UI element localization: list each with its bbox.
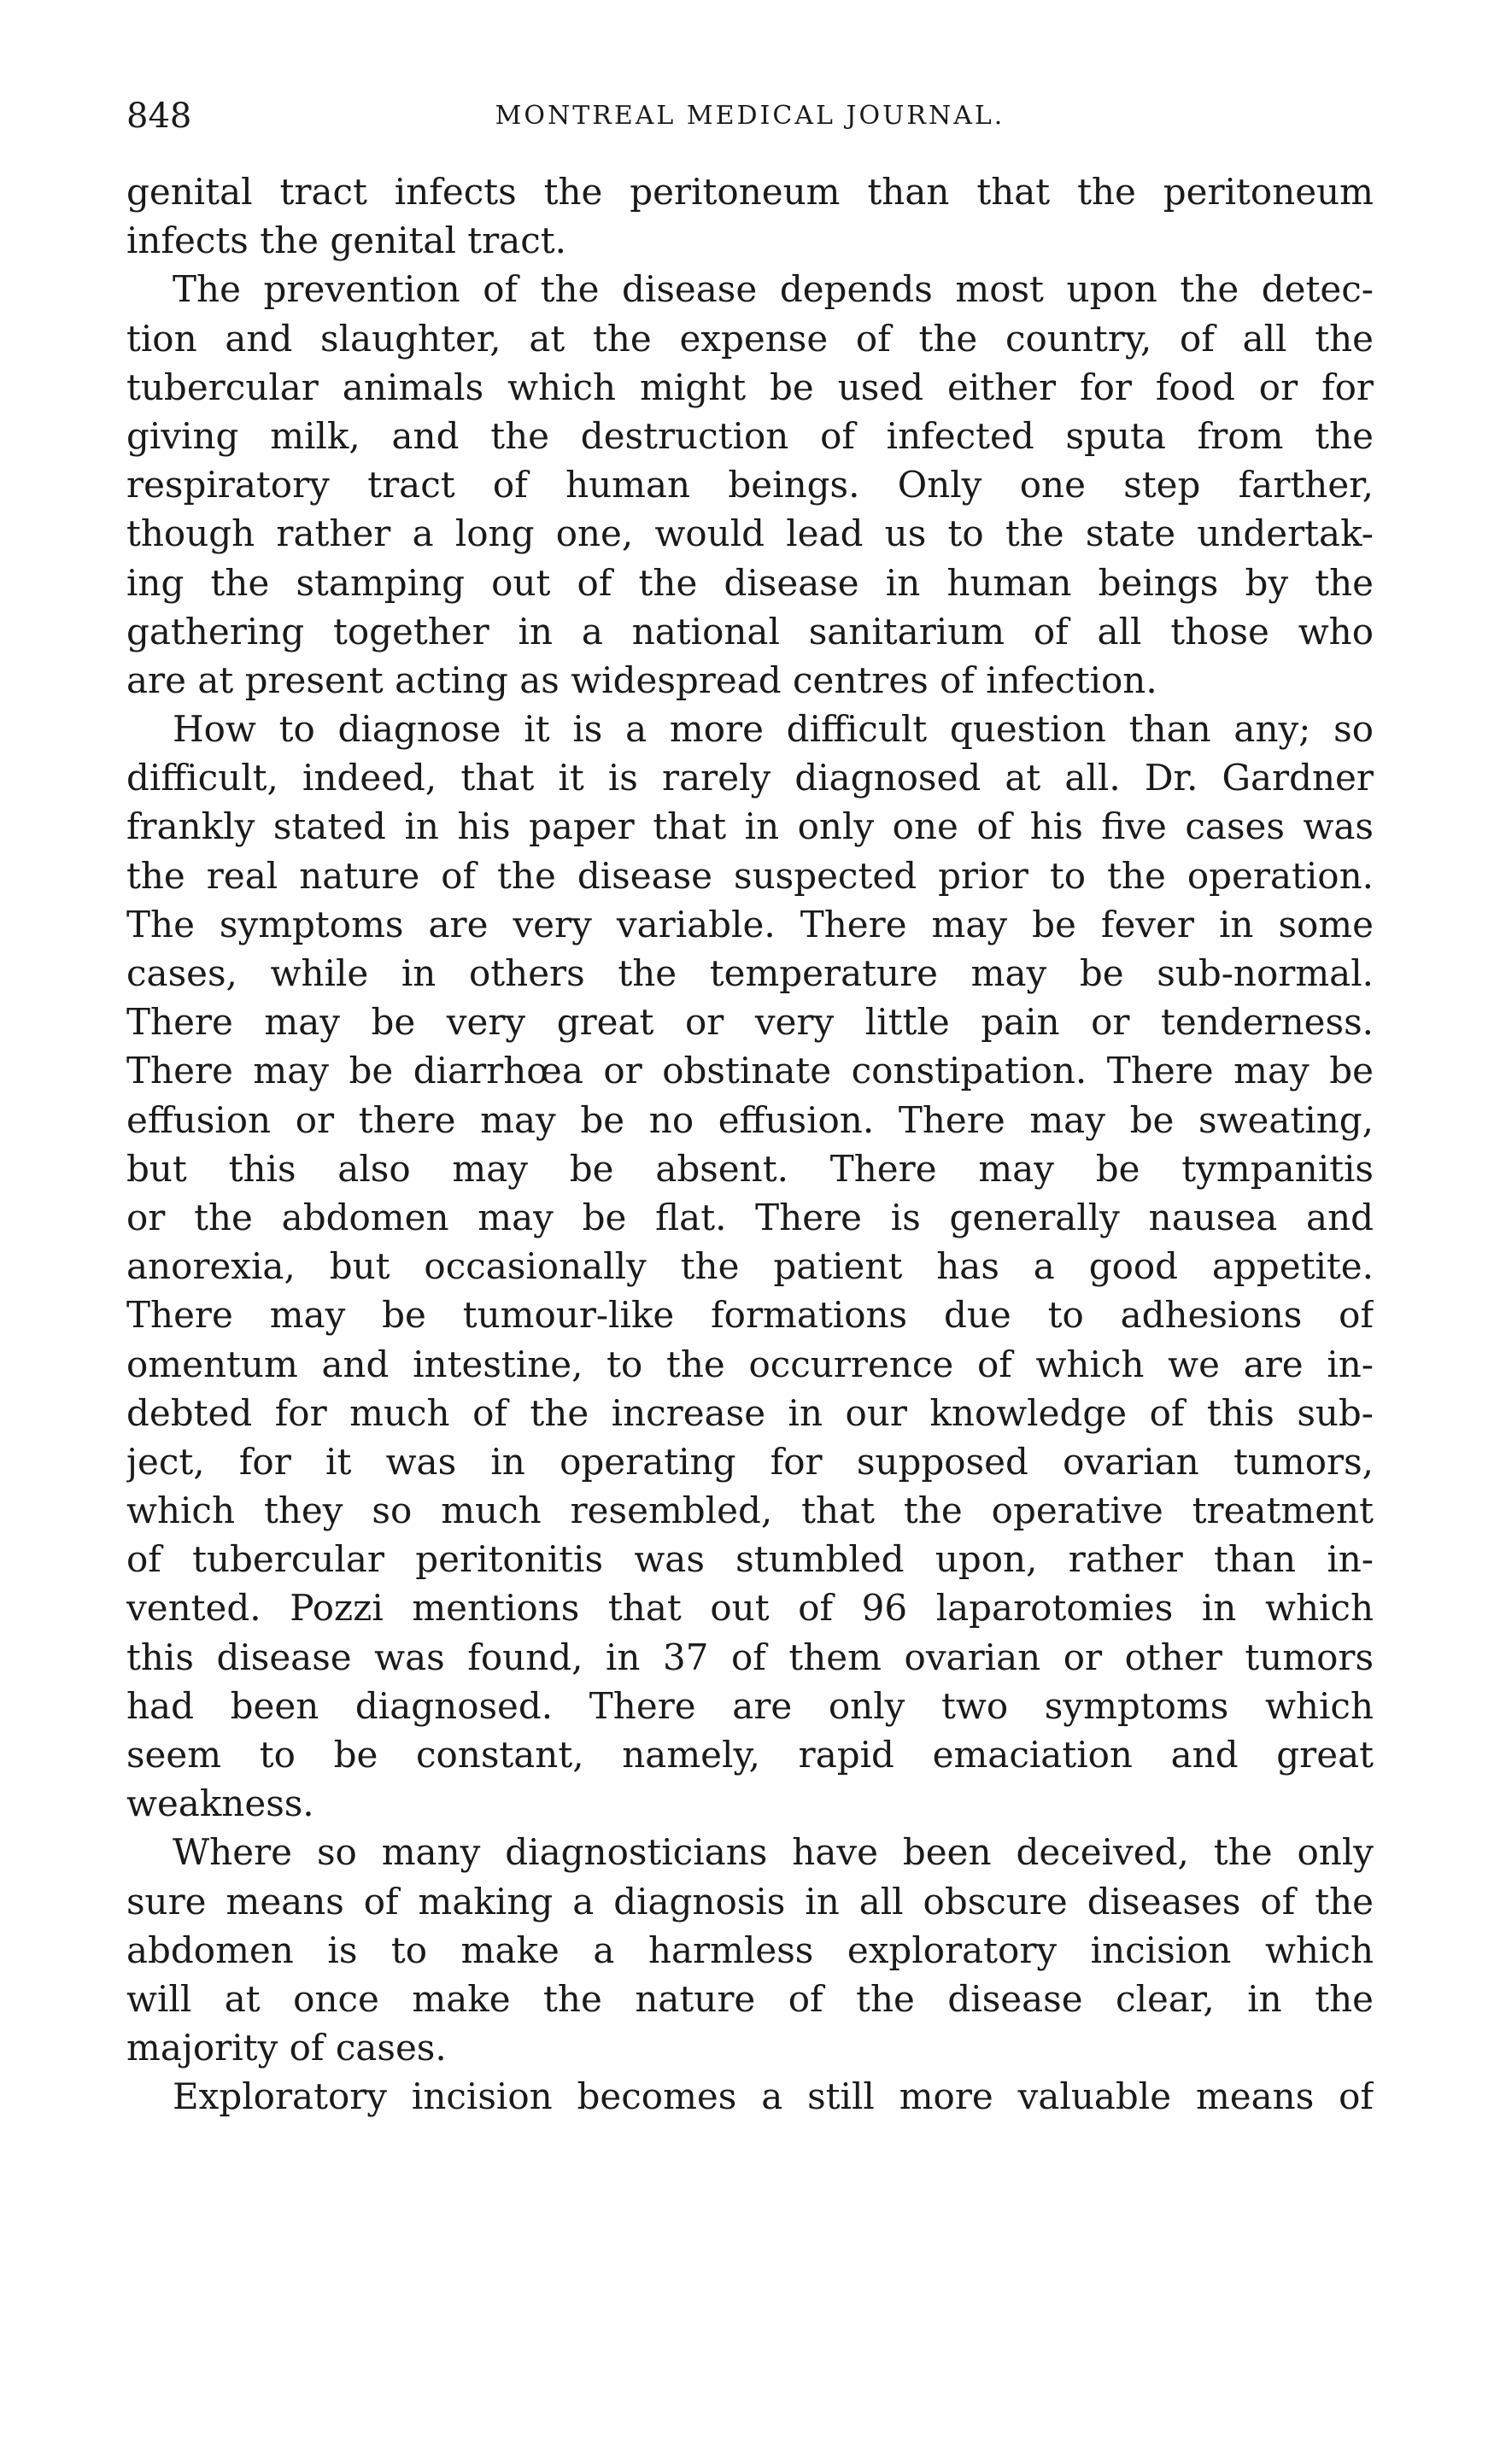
text-line: There may be diarrhœa or obstinate constipation. There may be: [126, 1050, 1374, 1092]
text-line: difficult, indeed, that it is rarely diagnosed at all. Dr. Gardner: [126, 757, 1374, 799]
text-line: tion and slaughter, at the expense of the country, of all the: [126, 317, 1374, 360]
text-line: had been diagnosed. There are only two symptoms which: [126, 1684, 1374, 1727]
text-line: There may be tumour-like formations due to adhesions of: [126, 1294, 1374, 1337]
text-line: seem to be constant, namely, rapid emaciation and great: [126, 1734, 1374, 1776]
text-line: Exploratory incision becomes a still more valuable means of: [173, 2075, 1374, 2118]
text-line: effusion or there may be no effusion. There may be sweating,: [126, 1098, 1374, 1141]
text-line: ing the stamping out of the disease in human beings by the: [126, 561, 1374, 604]
paragraph: [126, 265, 1374, 705]
text-line: infects the genital tract.: [126, 219, 566, 262]
paragraph: [126, 167, 1374, 265]
page-number: 848: [126, 97, 192, 136]
text-line: though rather a long one, would lead us to the state undertak-: [126, 512, 1374, 555]
text-line: giving milk, and the destruction of infected sputa from the: [126, 414, 1374, 457]
text-line: There may be very great or very little pain or tenderness.: [126, 1001, 1374, 1044]
text-line: the real nature of the disease suspected prior to the operation.: [126, 854, 1374, 897]
text-line: weakness.: [126, 1782, 314, 1825]
text-line: anorexia, but occasionally the patient has a good appetite.: [126, 1245, 1374, 1288]
paragraph: [126, 1828, 1374, 2072]
text-line: of tubercular peritonitis was stumbled upon, rather than in-: [126, 1538, 1374, 1581]
text-line: respiratory tract of human beings. Only one step farther,: [126, 464, 1374, 506]
text-line: frankly stated in his paper that in only one of his five cases was: [126, 805, 1374, 848]
text-line: omentum and intestine, to the occurrence of which we are in-: [126, 1343, 1374, 1385]
text-line: cases, while in others the temperature may be sub-normal.: [126, 952, 1374, 994]
text-line: majority of cases.: [126, 2027, 447, 2069]
text-line: debted for much of the increase in our knowledge of this sub-: [126, 1391, 1374, 1434]
text-line: will at once make the nature of the disease clear, in the: [126, 1977, 1374, 2020]
text-line: or the abdomen may be flat. There is generally nausea and: [126, 1196, 1374, 1238]
text-line: The prevention of the disease depends most upon the detec-: [173, 268, 1374, 311]
text-line: Where so many diagnosticians have been deceived, the only: [173, 1831, 1374, 1874]
text-line: but this also may be absent. There may be tympanitis: [126, 1147, 1374, 1190]
text-line: are at present acting as widespread centres of infection.: [126, 658, 1157, 701]
text-line: ject, for it was in operating for supposed ovarian tumors,: [126, 1440, 1374, 1483]
text-line: which they so much resembled, that the operative treatment: [126, 1490, 1374, 1532]
running-title: MONTREAL MEDICAL JOURNAL.: [495, 101, 1005, 131]
text-line: The symptoms are very variable. There may be fever in some: [126, 903, 1374, 945]
text-line: genital tract infects the peritoneum than that the peritoneum: [126, 171, 1374, 213]
text-line: gathering together in a national sanitarium of all those who: [126, 610, 1374, 653]
text-line: sure means of making a diagnosis in all obscure diseases of the: [126, 1880, 1374, 1923]
body-text: [126, 167, 1374, 2122]
text-line: How to diagnose it is a more difficult question than any; so: [173, 708, 1374, 751]
paragraph: [126, 2072, 1374, 2121]
paragraph: [126, 705, 1374, 1828]
text-line: abdomen is to make a harmless exploratory incision which: [126, 1928, 1374, 1971]
page-header: [126, 91, 1374, 142]
text-line: tubercular animals which might be used either for food or for: [126, 366, 1374, 408]
text-line: vented. Pozzi mentions that out of 96 laparotomies in which: [126, 1587, 1374, 1630]
text-line: this disease was found, in 37 of them ovarian or other tumors: [126, 1636, 1374, 1678]
